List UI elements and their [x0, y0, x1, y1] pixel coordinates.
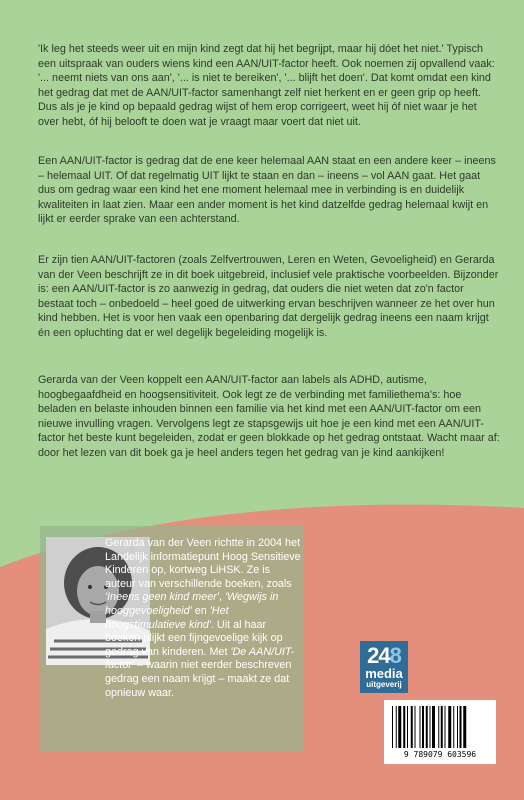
blurb-paragraph-4: Gerarda van der Veen koppelt een AAN/UIT-factor aan labels als ADHD, autisme, hoogbegaafdheid en hoogsensitiviteit. Ook legt ze de verbinding met familiethema's: hoe beladen en belaste inhouden binnen een familie via het kind met een AAN/UIT-factor om een nieuwe invulling vragen. Vervolgens legt ze stapsgewijs uit hoe je een kind met een AAN/UIT-factor het beste kunt begeleiden, zodat er geen blokkade op het gedrag ontstaat. Wacht maar af: door het lezen van dit boek ga je heel anders tegen het gedrag van je kind aankijken!: [38, 374, 500, 459]
author-bio-text: Gerarda van der Veen richtte in 2004 het Landelijk informatiepunt Hoog Sensitieve Kinderen op, kortweg LiHSK. Ze is auteur van verschillende boeken, zoals 'Ineens geen kind meer', 'Wegwijs in hooggevoeligheid' en 'Het hoogstimulatieve kind'. Uit al haar boeken blijkt een fijngevoelige kijk op gedrag van kinderen. Met 'De AAN/UIT-factor' – waarin niet eerder beschreven gedrag een naam krijgt – maakt ze dat opnieuw waar.: [105, 537, 301, 699]
isbn-number: 9 789079 603596: [403, 750, 477, 759]
isbn-barcode: [384, 700, 496, 764]
logo-media: media: [365, 666, 403, 681]
blurb-paragraph-2: Een AAN/UIT-factor is gedrag dat de ene keer helemaal AAN staat en een andere keer – ineens – helemaal UIT. Of dat regelmatig UIT lijkt te staan en dan – ineens – vol AAN gaat. Het gaat dus om gedrag waar een kind het ene moment helemaal mee in verbinding is en duidelijk kwaliteiten in laat zien. Maar een ander moment is het kind datzelfde gedrag helemaal kwijt en lijkt er eerder sprake van een achterstand.: [38, 155, 496, 226]
blurb-paragraph-1: 'Ik leg het steeds weer uit en mijn kind zegt dat hij het begrijpt, maar hij dóet het niet.' Typisch een uitspraak van ouders wiens kind een AAN/UIT-factor heeft. Ook noemen zij opvallend vaak: '... neemt niets van ons aan', '... is niet te bereiken', '... blijft het doen'. Dat komt omdat een kind het gedrag dat met de AAN/UIT-factor samenhangt zelf niet herkent en er geen grip op heeft. Dus als je je kind op bepaald gedrag wijst of hem erop corrigeert, weet hij óf niet waar je het over hebt, óf hij belooft te doen wat je vraagt maar voert dat niet uit.: [38, 43, 495, 128]
publisher-logo: [360, 641, 408, 693]
barcode-bars: [392, 706, 488, 748]
logo-uitgeverij: uitgeverij: [366, 680, 402, 689]
logo-number: 248: [367, 643, 401, 668]
blurb-paragraph-3: Er zijn tien AAN/UIT-factoren (zoals Zelfvertrouwen, Leren en Weten, Gevoeligheid) en Gerarda van der Veen beschrijft ze in dit boek uitgebreid, inclusief vele praktische voorbeelden. Bijzonder is: een AAN/UIT-factor is zo aanwezig in gedrag, dat ouders die niet weten dat zo'n factor bestaat toch – onbedoeld – heel goed de uitwerking ervan beschrijven wanneer ze het over hun kind hebben. Het is voor hen vaak een openbaring dat dergelijk gedrag ineens een naam krijgt én een opluchting dat er wel degelijk begeleiding mogelijk is.: [38, 254, 499, 339]
